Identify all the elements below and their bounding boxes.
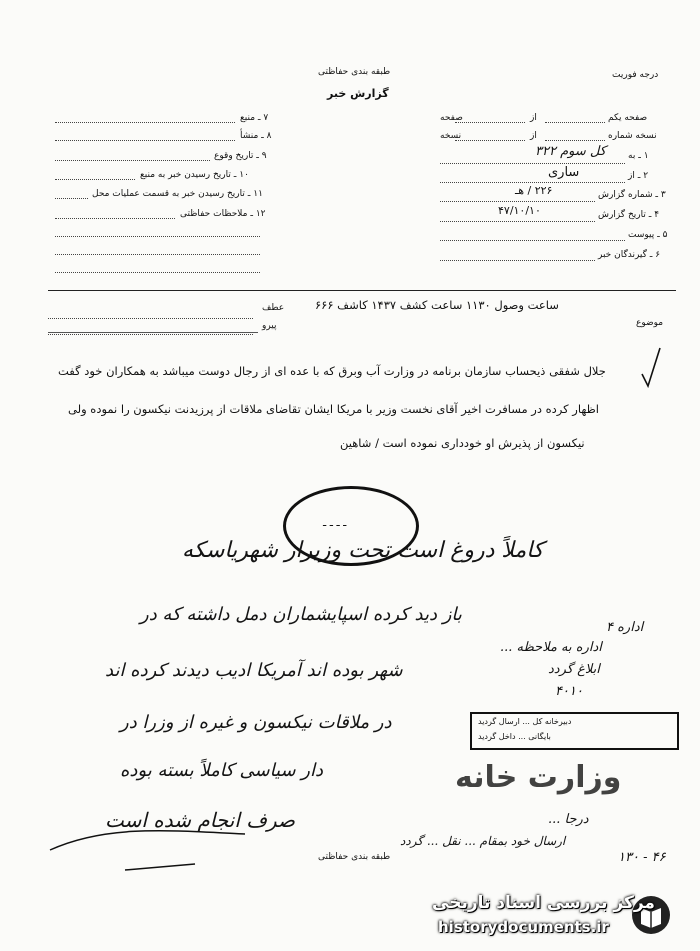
office-note-line: ۴۰۱۰: [555, 684, 583, 699]
page-of-label: صفحه: [440, 113, 463, 123]
handwritten-line: دار سیاسی کاملاً بسته بوده: [120, 760, 324, 781]
dotted-line: [440, 240, 625, 241]
copy-of-label: نسخه: [440, 131, 462, 141]
priority-label: درجه فوریت: [612, 70, 659, 80]
dotted-line: [440, 182, 625, 183]
body-line: جلال شفقی ذیحساب سازمان برنامه در وزارت آب وبرق که با عده ای از رجال دوست میباشد به همکاران خود گفت: [58, 364, 606, 378]
office-note-line: اداره به ملاحظه ...: [500, 640, 602, 655]
body-line: اظهار کرده در مسافرت اخیر آقای نخست وزیر با مریکا ایشان تقاضای ملاقات از پرزیدنت نیکسون را نموده ولی: [68, 402, 599, 416]
field-label-source: ۷ ـ منبع: [240, 113, 269, 123]
field-label: ۴ ـ تاریخ گزارش: [598, 210, 660, 220]
follow-up-label: پیرو: [262, 321, 277, 331]
dotted-line: [55, 198, 88, 199]
footer-classification: طبقه بندی حفاظتی: [318, 852, 391, 862]
copy-from-label: از: [530, 131, 537, 141]
dotted-line: [55, 218, 175, 219]
dotted-line: [440, 260, 595, 261]
dotted-line: [55, 140, 235, 141]
handwritten-line: کاملاً دروغ است تحت وزیرار شهریاسکه: [182, 538, 544, 563]
routing-stamp-line: بایگانی ... داخل گردید: [478, 732, 551, 741]
dotted-line: [55, 179, 135, 180]
body-line: نیکسون از پذیرش او خودداری نموده است / شاهین: [340, 436, 585, 450]
field-value-report-number: ۲۲۶ / هـ: [515, 184, 553, 197]
separator-line: [48, 290, 676, 291]
dotted-line: [545, 140, 605, 141]
separator-line: [48, 332, 258, 333]
dotted-line: [55, 254, 260, 255]
report-title: گزارش خبر: [327, 87, 389, 100]
field-label-security-notes: ۱۲ ـ ملاحظات حفاظتی: [180, 209, 266, 219]
reference-label: عطف: [262, 303, 285, 313]
handwritten-line: در ملاقات نیکسون و غیره از وزرا در: [120, 712, 392, 733]
watermark-url: historydocuments.ir: [438, 918, 609, 936]
field-label-occurrence-date: ۹ ـ تاریخ وقوع: [214, 151, 267, 161]
checkmark-icon: [640, 346, 662, 390]
dotted-line: [455, 122, 525, 123]
office-note-line: اداره ۴: [606, 620, 644, 635]
field-value-to: کل سوم ۳۲۲: [535, 144, 606, 159]
page-label: صفحه یکم: [608, 113, 648, 123]
handwritten-line: باز دید کرده اسپایشماران دمل داشته که در: [140, 604, 462, 625]
field-label: ۳ ـ شماره گزارش: [598, 190, 666, 200]
dotted-line: [455, 140, 525, 141]
dotted-line: [55, 160, 210, 161]
watermark-title: مرکز بررسی اسناد تاریخی: [432, 893, 655, 913]
office-note-line: ابلاغ گردد: [548, 662, 600, 677]
field-label: ۶ ـ گیرندگان خبر: [598, 250, 661, 260]
routing-stamp: [470, 712, 679, 750]
dotted-line: [440, 163, 625, 164]
dotted-line: [440, 221, 595, 222]
subject-text: ساعت وصول ۱۱۳۰ ساعت کشف ۱۴۳۷ کاشف ۶۶۶: [315, 298, 559, 312]
stamp-text: ـ ـ ـ ـ: [323, 516, 347, 529]
underline-scribble: [45, 820, 285, 880]
field-value-from: ساری: [548, 165, 580, 180]
dotted-line: [55, 236, 260, 237]
field-label: ۱ ـ به: [628, 151, 649, 161]
handwritten-line: صرف انجام شده است: [105, 808, 296, 832]
routing-stamp-line: دبیرخانه کل ... ارسال گردید: [478, 717, 572, 726]
field-value-report-date: ۴۷/۱۰/۱۰: [498, 204, 541, 217]
ministry-stamp: وزارت خانه: [455, 760, 622, 795]
field-label: ۵ ـ پیوست: [628, 230, 668, 240]
field-label: ۲ ـ از: [628, 171, 649, 181]
subject-label: موضوع: [636, 318, 664, 328]
bottom-note-line: ارسال خود بمقام ... نقل ... گردد: [400, 834, 566, 848]
dotted-line: [55, 272, 260, 273]
field-label-date-to-operations: ۱۱ ـ تاریخ رسیدن خبر به قسمت عملیات محل: [92, 189, 263, 199]
page-from-label: از: [530, 113, 537, 123]
field-label-date-to-source: ۱۰ ـ تاریخ رسیدن خبر به منبع: [140, 170, 249, 180]
handwritten-line: شهر بوده اند آمریکا ادیب دیدند کرده اند: [105, 660, 403, 681]
dotted-line: [440, 201, 595, 202]
dotted-line: [55, 122, 235, 123]
bottom-note-line: درجا ...: [548, 812, 589, 827]
dotted-line: [545, 122, 605, 123]
classification-header: طبقه بندی حفاظتی: [318, 67, 391, 77]
copy-label: نسخه شماره: [608, 131, 657, 141]
bottom-date: ۴۶ - ۱۳۰: [618, 850, 666, 865]
field-label-origin: ۸ ـ منشأ: [240, 131, 272, 141]
dotted-line: [48, 334, 253, 335]
dotted-line: [48, 318, 253, 319]
